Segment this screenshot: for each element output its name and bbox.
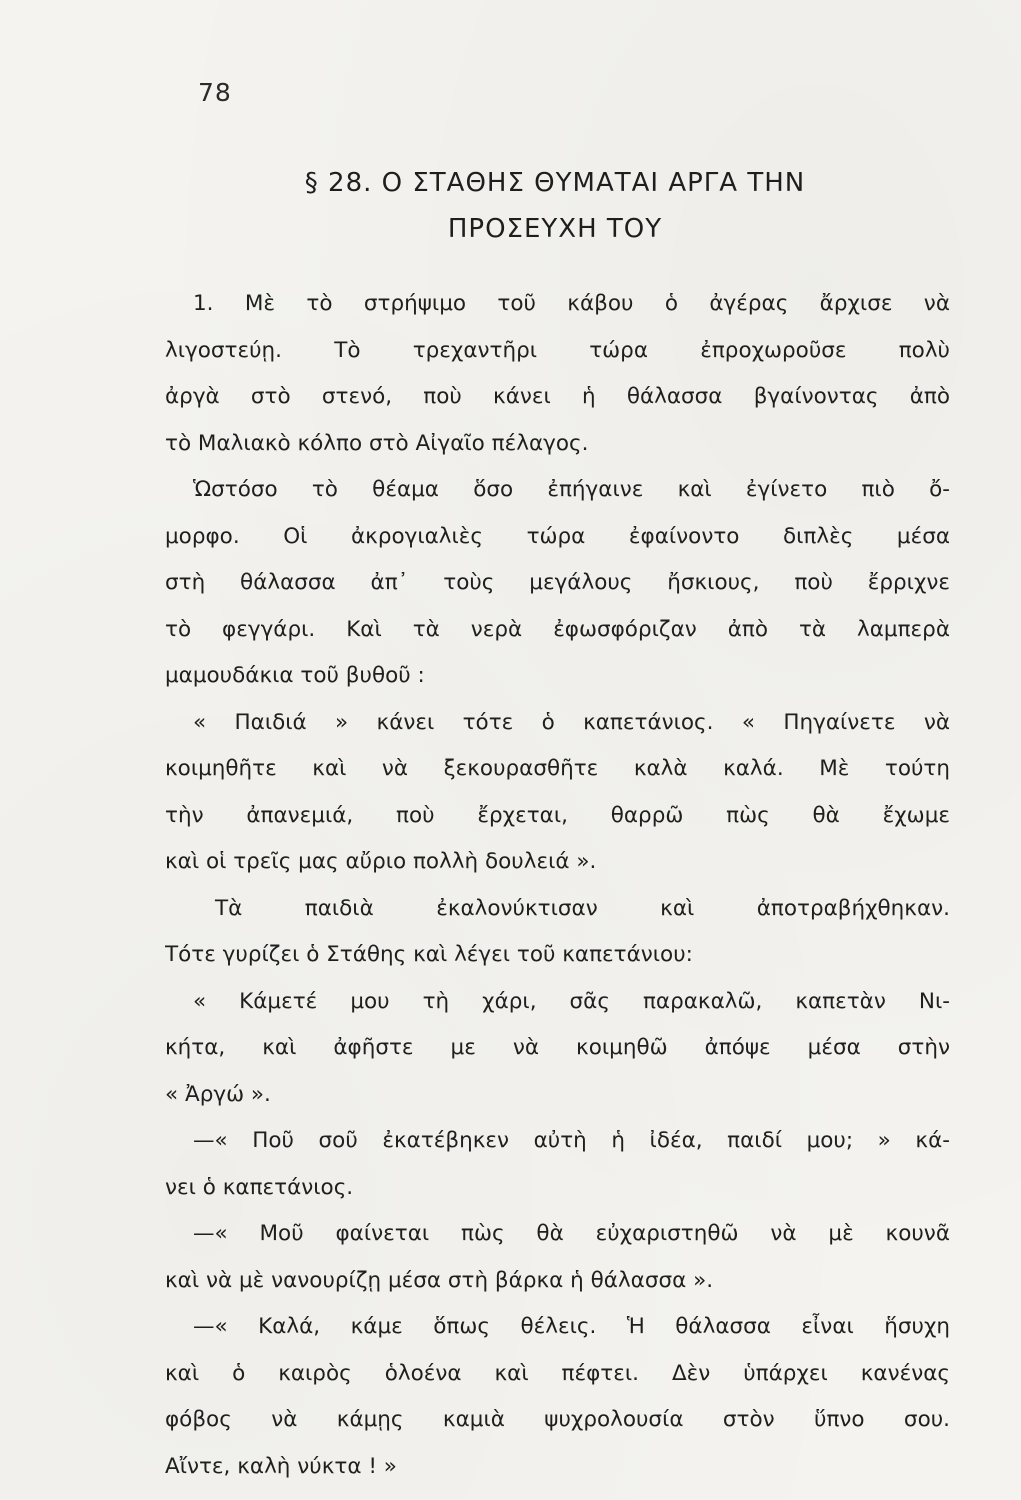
text-line: νει ὁ καπετάνιος. bbox=[165, 1174, 354, 1200]
text-line: Τότε γυρίζει ὁ Στάθης καὶ λέγει τοῦ καπετάνιου: bbox=[165, 942, 693, 967]
text-line: φόβος νὰ κάμῃς καμιὰ ψυχρολουσία στὸν ὕπνο σου. bbox=[165, 1407, 950, 1432]
text-line: τὸ φεγγάρι. Καὶ τὰ νερὰ ἐφωσφόριζαν ἀπὸ τὰ λαμπερὰ bbox=[165, 616, 950, 642]
heading-line-1: § 28. Ο ΣΤΑΘΗΣ ΘΥΜΑΤΑΙ ΑΡΓΑ ΤΗΝ bbox=[304, 168, 806, 198]
text-line: κοιμηθῆτε καὶ νὰ ξεκουρασθῆτε καλὰ καλά. Μὲ τούτη bbox=[165, 756, 950, 781]
text-line: καὶ ὁ καιρὸς ὁλοένα καὶ πέφτει. Δὲν ὑπάρχει κανένας bbox=[165, 1360, 950, 1386]
text-line: κήτα, καὶ ἀφῆστε με νὰ κοιμηθῶ ἀπόψε μέσα στὴν bbox=[165, 1035, 950, 1060]
text-line: —« Ποῦ σοῦ ἐκατέβηκεν αὐτὴ ἡ ἰδέα, παιδί μου; » κά- bbox=[193, 1128, 950, 1153]
text-line: —« Μοῦ φαίνεται πὼς θὰ εὐχαριστηθῶ νὰ μὲ κουνᾶ bbox=[193, 1221, 950, 1246]
text-line: ἀργὰ στὸ στενό, ποὺ κάνει ἡ θάλασσα βγαίνοντας ἀπὸ bbox=[165, 384, 950, 409]
text-line: μορφο. Οἱ ἀκρογιαλιὲς τώρα ἐφαίνοντο διπλὲς μέσα bbox=[165, 523, 950, 549]
text-line: μαμουδάκια τοῦ βυθοῦ : bbox=[165, 663, 425, 688]
text-line: τὴν ἀπανεμιά, ποὺ ἔρχεται, θαρρῶ πὼς θὰ ἔχωμε bbox=[165, 802, 950, 828]
text-line: καὶ νὰ μὲ νανουρίζῃ μέσα στὴ βάρκα ἡ θάλασσα ». bbox=[165, 1267, 714, 1293]
text-line: λιγοστεύῃ. Τὸ τρεχαντῆρι τώρα ἐπροχωροῦσε πολὺ bbox=[165, 337, 950, 363]
text-line: —« Καλά, κάμε ὅπως θέλεις. Ἡ θάλασσα εἶναι ἥσυχη bbox=[193, 1314, 950, 1339]
text-line: Αἴντε, καλὴ νύκτα ! » bbox=[165, 1453, 397, 1479]
text-line: « Παιδιά » κάνει τότε ὁ καπετάνιος. « Πηγαίνετε νὰ bbox=[193, 709, 950, 735]
section-heading bbox=[160, 160, 950, 252]
text-line: 1. Μὲ τὸ στρήψιμο τοῦ κάβου ὁ ἀγέρας ἄρχισε νὰ bbox=[193, 291, 950, 316]
text-line: στὴ θάλασσα ἀπ᾿ τοὺς μεγάλους ἤσκιους, ποὺ ἔρριχνε bbox=[165, 570, 950, 595]
text-line: « Ἀργώ ». bbox=[165, 1081, 271, 1107]
page-number: 78 bbox=[198, 78, 232, 107]
text-line: « Κάμετέ μου τὴ χάρι, σᾶς παρακαλῶ, καπετὰν Νι- bbox=[193, 988, 950, 1014]
text-line: Ὡστόσο τὸ θέαμα ὅσο ἐπήγαινε καὶ ἐγίνετο πιὸ ὄ- bbox=[193, 477, 950, 502]
heading-line-2: ΠΡΟΣΕΥΧΗ ΤΟΥ bbox=[447, 214, 663, 244]
text-line: τὸ Μαλιακὸ κόλπο στὸ Αἰγαῖο πέλαγος. bbox=[165, 430, 589, 456]
text-line: Τὰ παιδιὰ ἐκαλονύκτισαν καὶ ἀποτραβήχθηκαν. bbox=[215, 895, 950, 921]
text-line: καὶ οἱ τρεῖς μας αὔριο πολλὴ δουλειά ». bbox=[165, 849, 597, 874]
body-text bbox=[165, 281, 950, 1490]
